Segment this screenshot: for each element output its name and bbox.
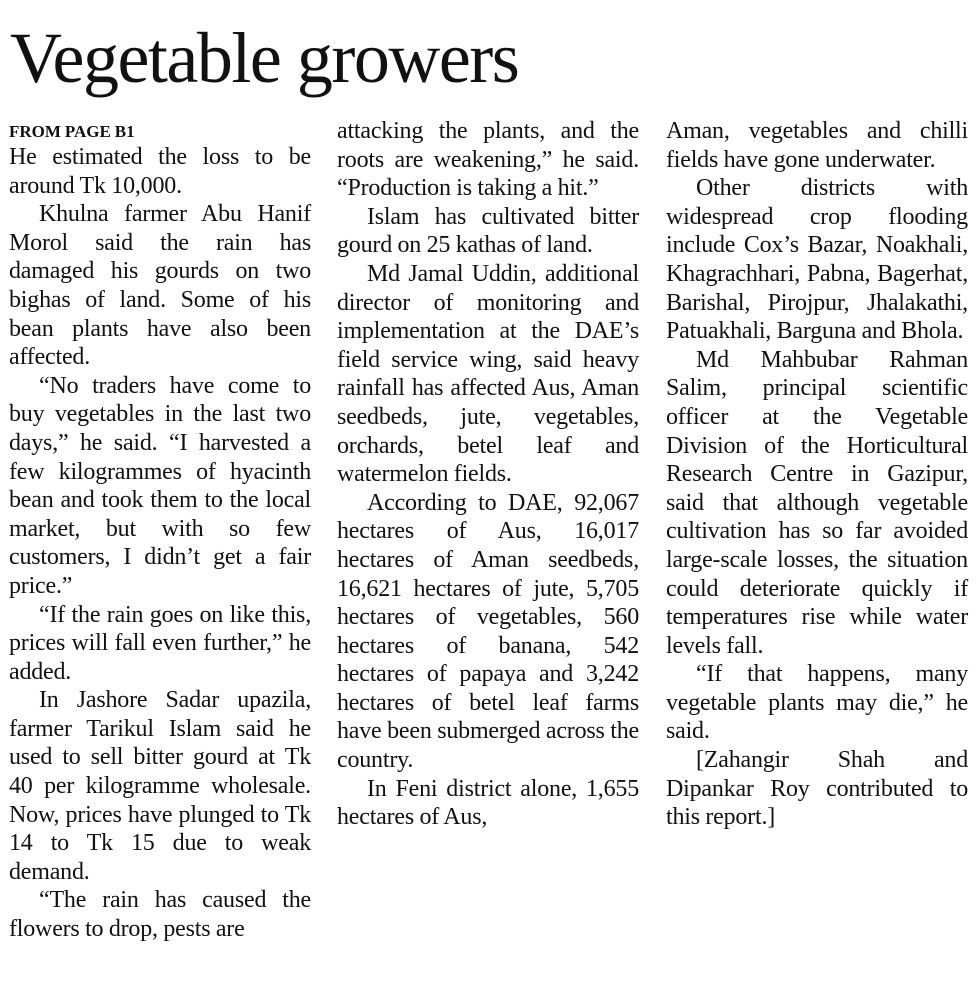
paragraph: [Zahangir Shah and Dipankar Roy contributed to this report.] <box>666 747 968 831</box>
paragraph: In Jashore Sadar upazila, farmer Tarikul Islam said he used to sell bitter gourd at Tk 40 per kilogramme wholesale. Now, prices have plunged to Tk 14 to Tk 15 due to weak demand. <box>9 687 311 885</box>
paragraph: In Feni district alone, 1,655 hectares of Aus, <box>337 775 639 831</box>
article-column-1 <box>9 117 311 944</box>
paragraph: “No traders have come to buy vegetables in the last two days,” he said. “I harvested a few kilogrammes of hyacinth bean and took them to the local market, but with so few customers, I didn’t get a fair price.” <box>9 372 311 599</box>
paragraph: He estimated the loss to be around Tk 10,000. <box>9 144 311 199</box>
article-body <box>0 117 977 977</box>
article-column-3 <box>666 117 968 832</box>
article-headline: Vegetable growers <box>10 18 519 98</box>
paragraph-continued: attacking the plants, and the roots are weakening,” he said. “Production is taking a hit.” <box>337 118 639 202</box>
paragraph-continued: Aman, vegetables and chilli fields have gone underwater. <box>666 118 968 173</box>
paragraph: Md Jamal Uddin, additional director of monitoring and implementation at the DAE’s field service wing, said heavy rainfall has affected Aus, Aman seedbeds, jute, vegetables, orchards, betel leaf and watermelon fields. <box>337 260 639 488</box>
paragraph: Md Mahbubar Rahman Salim, principal scientific officer at the Vegetable Division of the Horticultural Research Centre in Gazipur, said that although vegetable cultivation has so far avoided large-scale losses, the situation could deteriorate quickly if temperatures rise while water levels fall. <box>666 346 968 659</box>
continued-from-kicker: FROM PAGE B1 <box>9 122 135 141</box>
paragraph: “If the rain goes on like this, prices will fall even further,” he added. <box>9 601 311 685</box>
paragraph: Islam has cultivated bitter gourd on 25 kathas of land. <box>337 203 639 259</box>
paragraph: Other districts with widespread crop flooding include Cox’s Bazar, Noakhali, Khagrachhari, Pabna, Bagerhat, Barishal, Pirojpur, Jhalakathi, Patuakhali, Barguna and Bhola. <box>666 175 968 345</box>
article-column-2 <box>337 117 639 832</box>
paragraph: According to DAE, 92,067 hectares of Aus, 16,017 hectares of Aman seedbeds, 16,621 hectares of jute, 5,705 hectares of vegetables, 560 hectares of banana, 542 hectares of papaya and 3,242 hectares of betel leaf farms have been submerged across the country. <box>337 489 639 774</box>
paragraph: “The rain has caused the flowers to drop, pests are <box>9 887 311 943</box>
paragraph: Khulna farmer Abu Hanif Morol said the rain has damaged his gourds on two bighas of land. Some of his bean plants have also been affected. <box>9 201 311 371</box>
paragraph: “If that happens, many vegetable plants may die,” he said. <box>666 661 968 745</box>
